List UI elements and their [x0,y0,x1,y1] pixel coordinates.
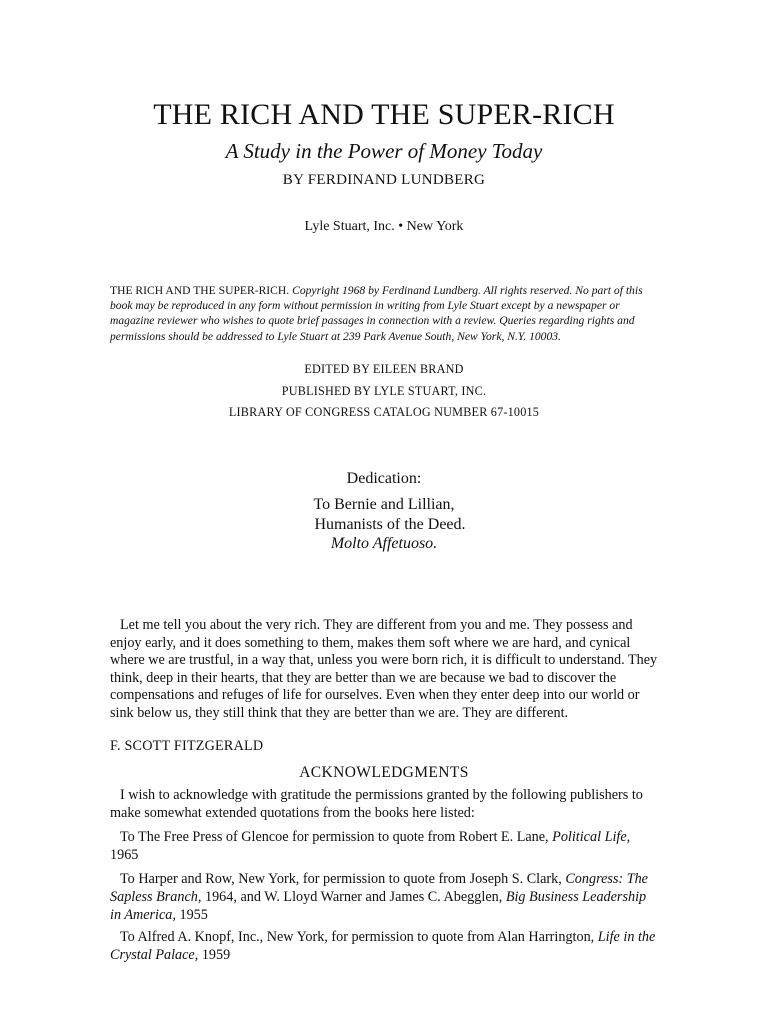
dedication-heading: Dedication: [346,470,422,487]
ack-year: 1959 [198,946,231,963]
epigraph-text: Let me tell you about the very rich. They are different from you and me. They possess and enjoy early, and it does something to them, makes them soft where we are hard, and cynical where we are trustful, in a way that, unless you were born rich, it is difficult to understand. They think, deep in their hearts, that they are better than we are because we bad to discover the compensations and refuges of life for ourselves. Even when they enter deep into our world or sink below us, they still think that they are better than we are. They are different. [110,617,658,721]
acknowledgment-paragraph [110,829,658,865]
dedication-line-2: Humanists of the Deed. [314,516,466,533]
acknowledgments-heading: ACKNOWLEDGMENTS [299,764,469,781]
dedication-line-3: Molto Affetuoso. [330,535,438,552]
ack-text: 1964, and W. Lloyd Warner and James C. Abegglen, [201,888,506,905]
ack-text: To Harper and Row, New York, for permission to quote from Joseph S. Clark, [120,871,566,887]
ack-year: 1965 [110,846,139,863]
book-subtitle: A Study in the Power of Money Today [225,139,543,163]
catalog-number: LIBRARY OF CONGRESS CATALOG NUMBER 67-10015 [228,405,540,419]
ack-text: To Alfred A. Knopf, Inc., New York, for permission to quote from Alan Harrington, [120,929,598,945]
dedication-line-1: To Bernie and Lillian, [313,496,455,513]
epigraph-author: F. SCOTT FITZGERALD [110,738,264,754]
ack-book-title: Congress: The Sapless Branch, [110,871,648,905]
ack-book-title: Life in the Crystal Palace, [110,929,656,963]
ack-book-title: Political Life, [552,829,631,845]
ack-text: To The Free Press of Glencoe for permission to quote from Robert E. Lane, [120,829,553,845]
publisher-credit: PUBLISHED BY LYLE STUART, INC. [281,384,487,398]
editor-credit: EDITED BY EILEEN BRAND [304,362,464,376]
copyright-lead: THE RICH AND THE SUPER-RICH. [110,284,290,297]
acknowledgments-intro: I wish to acknowledge with gratitude the permissions granted by the following publishers to make somewhat extended quotations from the books here listed: [110,787,643,821]
ack-book-title: Big Business Leadership in America, [110,888,647,923]
ack-year: 1955 [175,906,208,923]
book-title: THE RICH AND THE SUPER-RICH [153,98,615,131]
acknowledgment-paragraph [110,871,658,924]
copyright-body: Copyright 1968 by Ferdinand Lundberg. All rights reserved. No part of this book may be reproduced in any form without permission in writing from Lyle Stuart except by a newspaper or magazine reviewer who wishes to quote brief passages in connection with a review. Queries regarding rights and permissions should be addressed to Lyle Stuart at 239 Park Avenue South, New York, N.Y. 10003. [110,284,643,343]
publisher-line: Lyle Stuart, Inc. • New York [304,219,464,234]
copyright-notice [110,283,658,344]
acknowledgment-paragraph [110,929,658,965]
author-byline: BY FERDINAND LUNDBERG [282,172,486,188]
